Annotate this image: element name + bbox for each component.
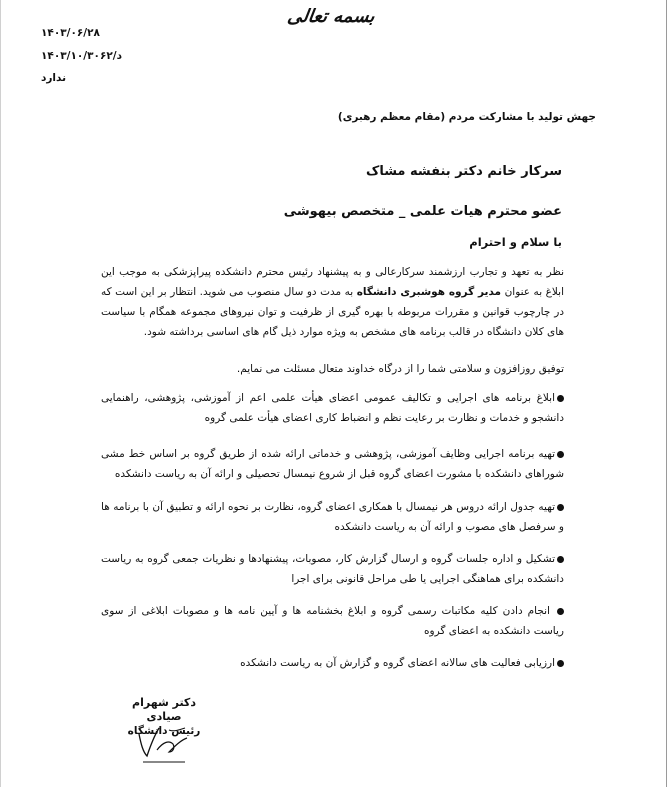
bullet-icon <box>557 395 564 402</box>
list-item <box>101 601 564 641</box>
list-item <box>101 444 564 484</box>
list-item-text: انجام دادن کلیه مکاتبات رسمی گروه و ابلاغ بخشنامه ها و آیین نامه ها و مصوبات ابلاغی از سوی ریاست دانشکده به اعضای گروه <box>101 605 564 637</box>
signature-stroke <box>169 728 185 731</box>
year-motto: جهش تولید با مشارکت مردم (مقام معظم رهبری) <box>337 111 596 123</box>
intro-text-end: به مدت دو سال منصوب می شوید. انتظار بر این است که در چارچوب قوانین و مقررات مربوطه با بهره گیری از ظرفیت و توان نیروهای مجموعه همگام با سیاست های کلان دانشگاه در قالب برنامه های مشخص به ویژه موارد ذیل گام های اساسی برداشته شود. <box>101 286 564 338</box>
intro-text-start: نظر به تعهد و تجارب ارزشمند سرکارعالی و به پیشنهاد رئیس محترم دانشکده پیراپزشکی به موجب این ابلاغ به عنوان <box>101 266 564 298</box>
letter-number: ۱۴۰۳/د/۱۰/۳۰۶۲ <box>41 50 123 62</box>
list-item-text: ارزیابی فعالیت های سالانه اعضای گروه و گزارش آن به ریاست دانشکده <box>240 657 555 669</box>
list-item-text: تشکیل و اداره جلسات گروه و ارسال گزارش کار، مصوبات، پیشنهادها و نظریات جمعی گروه به ریاست دانشکده برای هماهنگی اجرایی یا طی مراحل قانونی برای اجرا <box>101 553 564 585</box>
list-item <box>101 388 564 428</box>
list-item <box>101 549 564 589</box>
bullet-icon <box>557 504 564 511</box>
intro-paragraph <box>101 262 564 342</box>
bullet-icon <box>557 556 564 563</box>
list-item-text: تهیه برنامه اجرایی وظایف آموزشی، پژوهشی و خدماتی ارائه شده از طریق گروه بر اساس خط مشی شوراهای دانشکده با مشورت اعضای گروه قبل از شروع نیمسال تحصیلی و ارائه آن به ریاست دانشکده <box>101 448 564 480</box>
signature-stroke <box>157 738 187 752</box>
closing-wish: توفیق روزافزون و سلامتی شما را از درگاه خداوند متعال مسئلت می نمایم. <box>236 363 564 375</box>
greeting: با سلام و احترام <box>469 235 562 249</box>
signatory-title: رئیس دانشگاه <box>127 725 201 737</box>
list-item <box>101 653 564 673</box>
letter-date: ۱۴۰۳/۰۶/۲۸ <box>41 27 100 39</box>
recipient-name: سرکار خانم دکتر بنفشه مشاک <box>366 164 562 179</box>
signature-stroke <box>139 728 159 756</box>
bullet-icon <box>557 451 564 458</box>
letter-attachment: ندارد <box>41 72 67 84</box>
list-item <box>101 497 564 537</box>
list-item-text: تهیه جدول ارائه دروس هر نیمسال با همکاری اعضای گروه، نظارت بر نحوه ارائه و تطبیق آن با برنامه ها و سرفصل های مصوب و ارائه آن به ریاست دانشکده <box>101 501 564 533</box>
handwritten-signature <box>129 720 199 768</box>
appointment-position: مدیر گروه هوشبری دانشگاه <box>356 286 502 298</box>
recipient-title: عضو محترم هیات علمی _ متخصص بیهوشی <box>283 204 562 219</box>
basmala-heading: بسمه تعالی <box>285 6 377 27</box>
list-item-text: ابلاغ برنامه های اجرایی و تکالیف عمومی اعضای هیأت علمی اعم از آموزشی، پژوهشی، راهنمایی دانشجو و خدمات و نظارت بر رعایت نظم و انضباط کاری اعضای هیأت علمی گروه <box>101 392 564 424</box>
signatory-name: دکتر شهرام صیادی <box>132 696 196 723</box>
bullet-icon <box>557 660 564 667</box>
bullet-icon <box>557 608 564 615</box>
